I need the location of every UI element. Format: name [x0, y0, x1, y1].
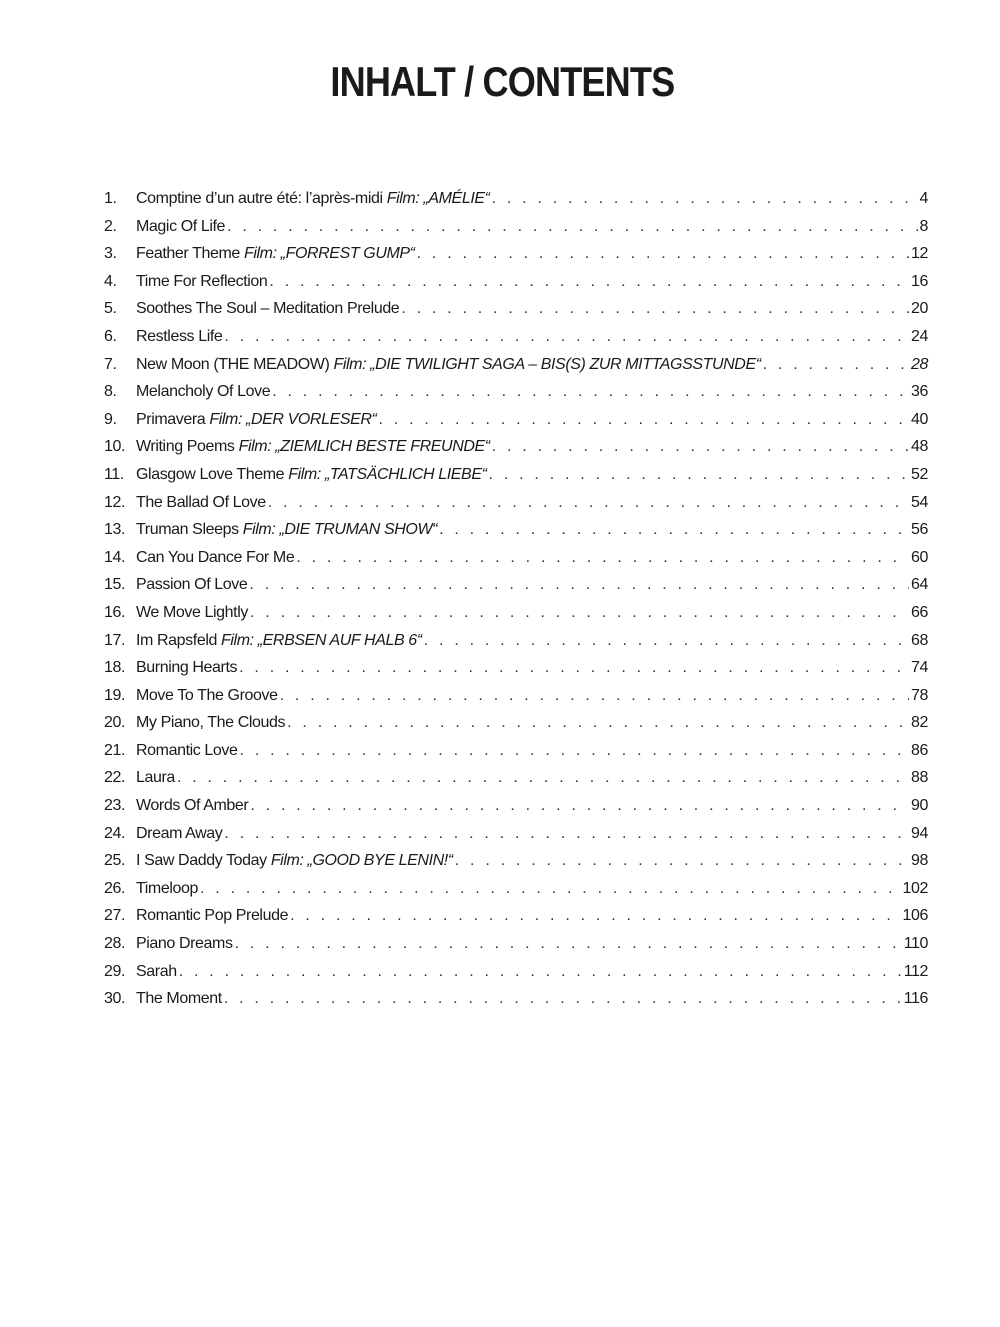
dot-leader: [492, 185, 918, 213]
toc-entry-film: Film: „DER VORLESER“: [209, 410, 377, 428]
toc-entry: [104, 489, 928, 517]
dot-leader: [287, 709, 909, 737]
page-title: INHALT / CONTENTS: [330, 58, 675, 105]
toc-entry-title: Truman Sleeps: [136, 521, 239, 539]
toc-entry-number: 14.: [104, 548, 126, 566]
toc-entry-title: We Move Lightly: [136, 603, 248, 621]
toc-entry-title-group: [136, 764, 175, 792]
toc-entry-title: Burning Hearts: [136, 659, 238, 677]
toc-entry: [104, 213, 928, 241]
toc-entry-page: 82: [911, 714, 928, 732]
toc-entry-title-group: [136, 295, 399, 323]
toc-entry: [104, 627, 928, 655]
toc-entry: [104, 516, 928, 544]
toc-entry-title-group: [136, 902, 288, 930]
toc-entry-number: 4.: [104, 272, 117, 290]
toc-entry-title: Words Of Amber: [136, 797, 249, 815]
dot-leader: [224, 820, 909, 848]
toc-entry-number: 23.: [104, 797, 126, 815]
toc-entry: [104, 930, 928, 958]
toc-entry-page: 78: [911, 686, 928, 704]
dot-leader: [268, 489, 909, 517]
toc-entry-title-group: [136, 875, 198, 903]
toc-entry-page: 86: [911, 741, 928, 759]
toc-entry-page: 28: [911, 355, 928, 373]
toc-entry-title: My Piano, The Clouds: [136, 714, 286, 732]
toc-entry-title: Dream Away: [136, 824, 223, 842]
toc-entry-title: Piano Dreams: [136, 935, 233, 953]
toc-entry-film: Film: „TATSÄCHLICH LIEBE“: [288, 465, 487, 483]
toc-entry-title-group: [136, 351, 761, 379]
toc-entry: [104, 737, 928, 765]
toc-entry-number: 26.: [104, 879, 126, 897]
dot-leader: [763, 351, 909, 379]
toc-entry-title-group: [136, 958, 177, 986]
toc-entry-film: Film: „GOOD BYE LENIN!“: [270, 852, 453, 870]
toc-entry: [104, 792, 928, 820]
dot-leader: [379, 406, 910, 434]
toc-entry-number: 25.: [104, 852, 126, 870]
toc-entry: [104, 406, 928, 434]
toc-entry-title-group: [136, 433, 490, 461]
toc-entry-title-group: [136, 820, 222, 848]
toc-entry-number: 7.: [104, 355, 117, 373]
toc-entry-title-group: [136, 654, 237, 682]
toc-entry-title: Romantic Pop Prelude: [136, 907, 289, 925]
toc-entry-title: Romantic Love: [136, 741, 238, 759]
toc-entry: [104, 571, 928, 599]
dot-leader: [177, 764, 909, 792]
toc-entry-film: Film: „DIE TRUMAN SHOW“: [242, 521, 438, 539]
dot-leader: [280, 682, 909, 710]
dot-leader: [272, 378, 909, 406]
toc-entry-number: 8.: [104, 383, 117, 401]
toc-entry-title: Move To The Groove: [136, 686, 278, 704]
toc-entry-page: 102: [902, 879, 928, 897]
toc-entry-title: Im Rapsfeld: [136, 631, 217, 649]
toc-entry-page: 68: [911, 631, 928, 649]
toc-entry-page: 60: [911, 548, 928, 566]
toc-entry-number: 22.: [104, 769, 126, 787]
toc-entry-number: 2.: [104, 217, 117, 235]
toc-entry-title: Feather Theme: [136, 245, 240, 263]
toc-entry-title-group: [136, 627, 422, 655]
toc-entry-title-group: [136, 378, 270, 406]
dot-leader: [224, 323, 909, 351]
toc-entry-title-group: [136, 213, 225, 241]
toc-entry-number: 28.: [104, 935, 126, 953]
toc-entry-title-group: [136, 185, 490, 213]
toc-entry-page: 20: [911, 300, 928, 318]
toc-entry: [104, 847, 928, 875]
toc-entry-page: 90: [911, 797, 928, 815]
toc-entry-number: 24.: [104, 824, 126, 842]
dot-leader: [455, 847, 909, 875]
toc-entry-title-group: [136, 461, 487, 489]
toc-entry-title-group: [136, 323, 222, 351]
toc-entry: [104, 682, 928, 710]
toc-entry-page: 48: [911, 438, 928, 456]
toc-entry: [104, 295, 928, 323]
toc-entry: [104, 433, 928, 461]
toc-entry-number: 17.: [104, 631, 126, 649]
toc-entry-page: 98: [911, 852, 928, 870]
dot-leader: [235, 930, 902, 958]
toc-entry-title: New Moon (THE MEADOW): [136, 355, 330, 373]
toc-entry-number: 27.: [104, 907, 126, 925]
toc-entry-page: 36: [911, 383, 928, 401]
toc-entry-title: Can You Dance For Me: [136, 548, 295, 566]
toc-entry: [104, 902, 928, 930]
toc-entry-title-group: [136, 985, 222, 1013]
dot-leader: [239, 654, 909, 682]
toc-entry-number: 9.: [104, 410, 117, 428]
toc-entry-number: 10.: [104, 438, 126, 456]
toc-entry-number: 18.: [104, 659, 126, 677]
toc-entry: [104, 240, 928, 268]
toc-entry: [104, 323, 928, 351]
toc-entry-number: 13.: [104, 521, 126, 539]
toc-entry-title-group: [136, 516, 437, 544]
toc-entry-number: 3.: [104, 245, 117, 263]
toc-entry: [104, 875, 928, 903]
toc-entry-title: Passion Of Love: [136, 576, 248, 594]
toc-entry-title-group: [136, 240, 415, 268]
dot-leader: [200, 875, 900, 903]
dot-leader: [179, 958, 902, 986]
toc-entry-page: 54: [911, 493, 928, 511]
dot-leader: [290, 902, 900, 930]
toc-entry-title-group: [136, 571, 247, 599]
toc-entry: [104, 820, 928, 848]
toc-entry: [104, 544, 928, 572]
toc-entry-number: 21.: [104, 741, 126, 759]
toc-entry-title: Writing Poems: [136, 438, 235, 456]
toc-entry-title: Primavera: [136, 410, 206, 428]
toc-entry-title: Melancholy Of Love: [136, 383, 271, 401]
toc-entry-number: 20.: [104, 714, 126, 732]
toc-entry-title-group: [136, 737, 238, 765]
toc-entry-title: Glasgow Love Theme: [136, 465, 285, 483]
toc-entry-page: 24: [911, 327, 928, 345]
toc-entry-title: Soothes The Soul – Meditation Prelude: [136, 300, 400, 318]
toc-entry-page: 4: [919, 190, 928, 207]
dot-leader: [489, 461, 909, 489]
toc-entry-page: 112: [903, 962, 928, 980]
toc-entry: [104, 378, 928, 406]
toc-entry: [104, 461, 928, 489]
toc-entry-title-group: [136, 544, 294, 572]
toc-entry-number: 29.: [104, 962, 126, 980]
dot-leader: [224, 985, 902, 1013]
toc-entry-page: 12: [911, 245, 928, 263]
toc-entry-title-group: [136, 930, 233, 958]
toc-entry-title: The Ballad Of Love: [136, 493, 266, 511]
toc-entry-number: 6.: [104, 327, 117, 345]
toc-entry: [104, 268, 928, 296]
toc-entry-title: Comptine d’un autre été: l’après-midi: [136, 190, 383, 207]
toc-entry: [104, 185, 928, 213]
dot-leader: [249, 571, 909, 599]
toc-entry-title-group: [136, 847, 453, 875]
toc-entry-title-group: [136, 792, 248, 820]
toc-entry-title-group: [136, 489, 266, 517]
dot-leader: [424, 627, 909, 655]
dot-leader: [401, 295, 909, 323]
toc-entry-number: 30.: [104, 990, 126, 1008]
toc-entry-title: Timeloop: [136, 879, 199, 897]
toc-entry-title-group: [136, 682, 278, 710]
toc-entry-number: 16.: [104, 603, 126, 621]
toc-entry-title-group: [136, 599, 248, 627]
toc-entry-page: 66: [911, 603, 928, 621]
toc-entry-number: 11.: [104, 465, 124, 483]
toc-entry-page: 56: [911, 521, 928, 539]
toc-entry-title: Laura: [136, 769, 175, 787]
toc-entry-page: 88: [911, 769, 928, 787]
toc-entry-title: Restless Life: [136, 327, 223, 345]
toc-entry-film: Film: „ZIEMLICH BESTE FREUNDE“: [238, 438, 490, 456]
toc-entry-film: Film: „DIE TWILIGHT SAGA – BIS(S) ZUR MITTAGSSTUNDE“: [333, 355, 761, 373]
toc-entry-page: 106: [902, 907, 928, 925]
toc-entry-title: Time For Reflection: [136, 272, 268, 290]
toc-entry: [104, 709, 928, 737]
toc-entry-title: I Saw Daddy Today: [136, 852, 267, 870]
toc-entry-page: 110: [903, 935, 928, 953]
dot-leader: [227, 213, 917, 241]
dot-leader: [269, 268, 909, 296]
toc-entry: [104, 599, 928, 627]
toc-entry: [104, 351, 928, 379]
toc-entry: [104, 764, 928, 792]
toc-entry-film: Film: „FORREST GUMP“: [243, 245, 415, 263]
dot-leader: [250, 599, 909, 627]
dot-leader: [296, 544, 909, 572]
toc-entry-title: Magic Of Life: [136, 217, 226, 235]
toc-entry-page: 116: [903, 990, 928, 1008]
toc-entry-title-group: [136, 268, 267, 296]
toc-entry: [104, 958, 928, 986]
toc-entry-film: Film: „ERBSEN AUF HALB 6“: [221, 631, 422, 649]
dot-leader: [250, 792, 909, 820]
toc-entry-page: 40: [911, 410, 928, 428]
toc-entry-number: 12.: [104, 493, 126, 511]
dot-leader: [439, 516, 909, 544]
toc-entry-title-group: [136, 709, 285, 737]
toc-entry-number: 15.: [104, 576, 126, 594]
toc-entry-page: 74: [911, 659, 928, 677]
dot-leader: [240, 737, 909, 765]
toc-entry-title: Sarah: [136, 962, 177, 980]
toc-entry-film: Film: „AMÉLIE“: [386, 190, 490, 207]
toc-entry-number: 19.: [104, 686, 126, 704]
toc-entry-title: The Moment: [136, 990, 222, 1008]
dot-leader: [417, 240, 909, 268]
dot-leader: [492, 433, 909, 461]
toc-entry: [104, 985, 928, 1013]
toc-entry-number: 5.: [104, 300, 117, 318]
toc-entry-page: 94: [911, 824, 928, 842]
toc-entry-page: 52: [911, 465, 928, 483]
toc-entry: [104, 654, 928, 682]
toc-entry-page: 8: [919, 217, 928, 235]
toc-entry-page: 16: [911, 272, 928, 290]
table-of-contents: [104, 185, 928, 1013]
toc-entry-number: 1.: [104, 190, 117, 207]
toc-entry-title-group: [136, 406, 377, 434]
toc-entry-page: 64: [911, 576, 928, 594]
